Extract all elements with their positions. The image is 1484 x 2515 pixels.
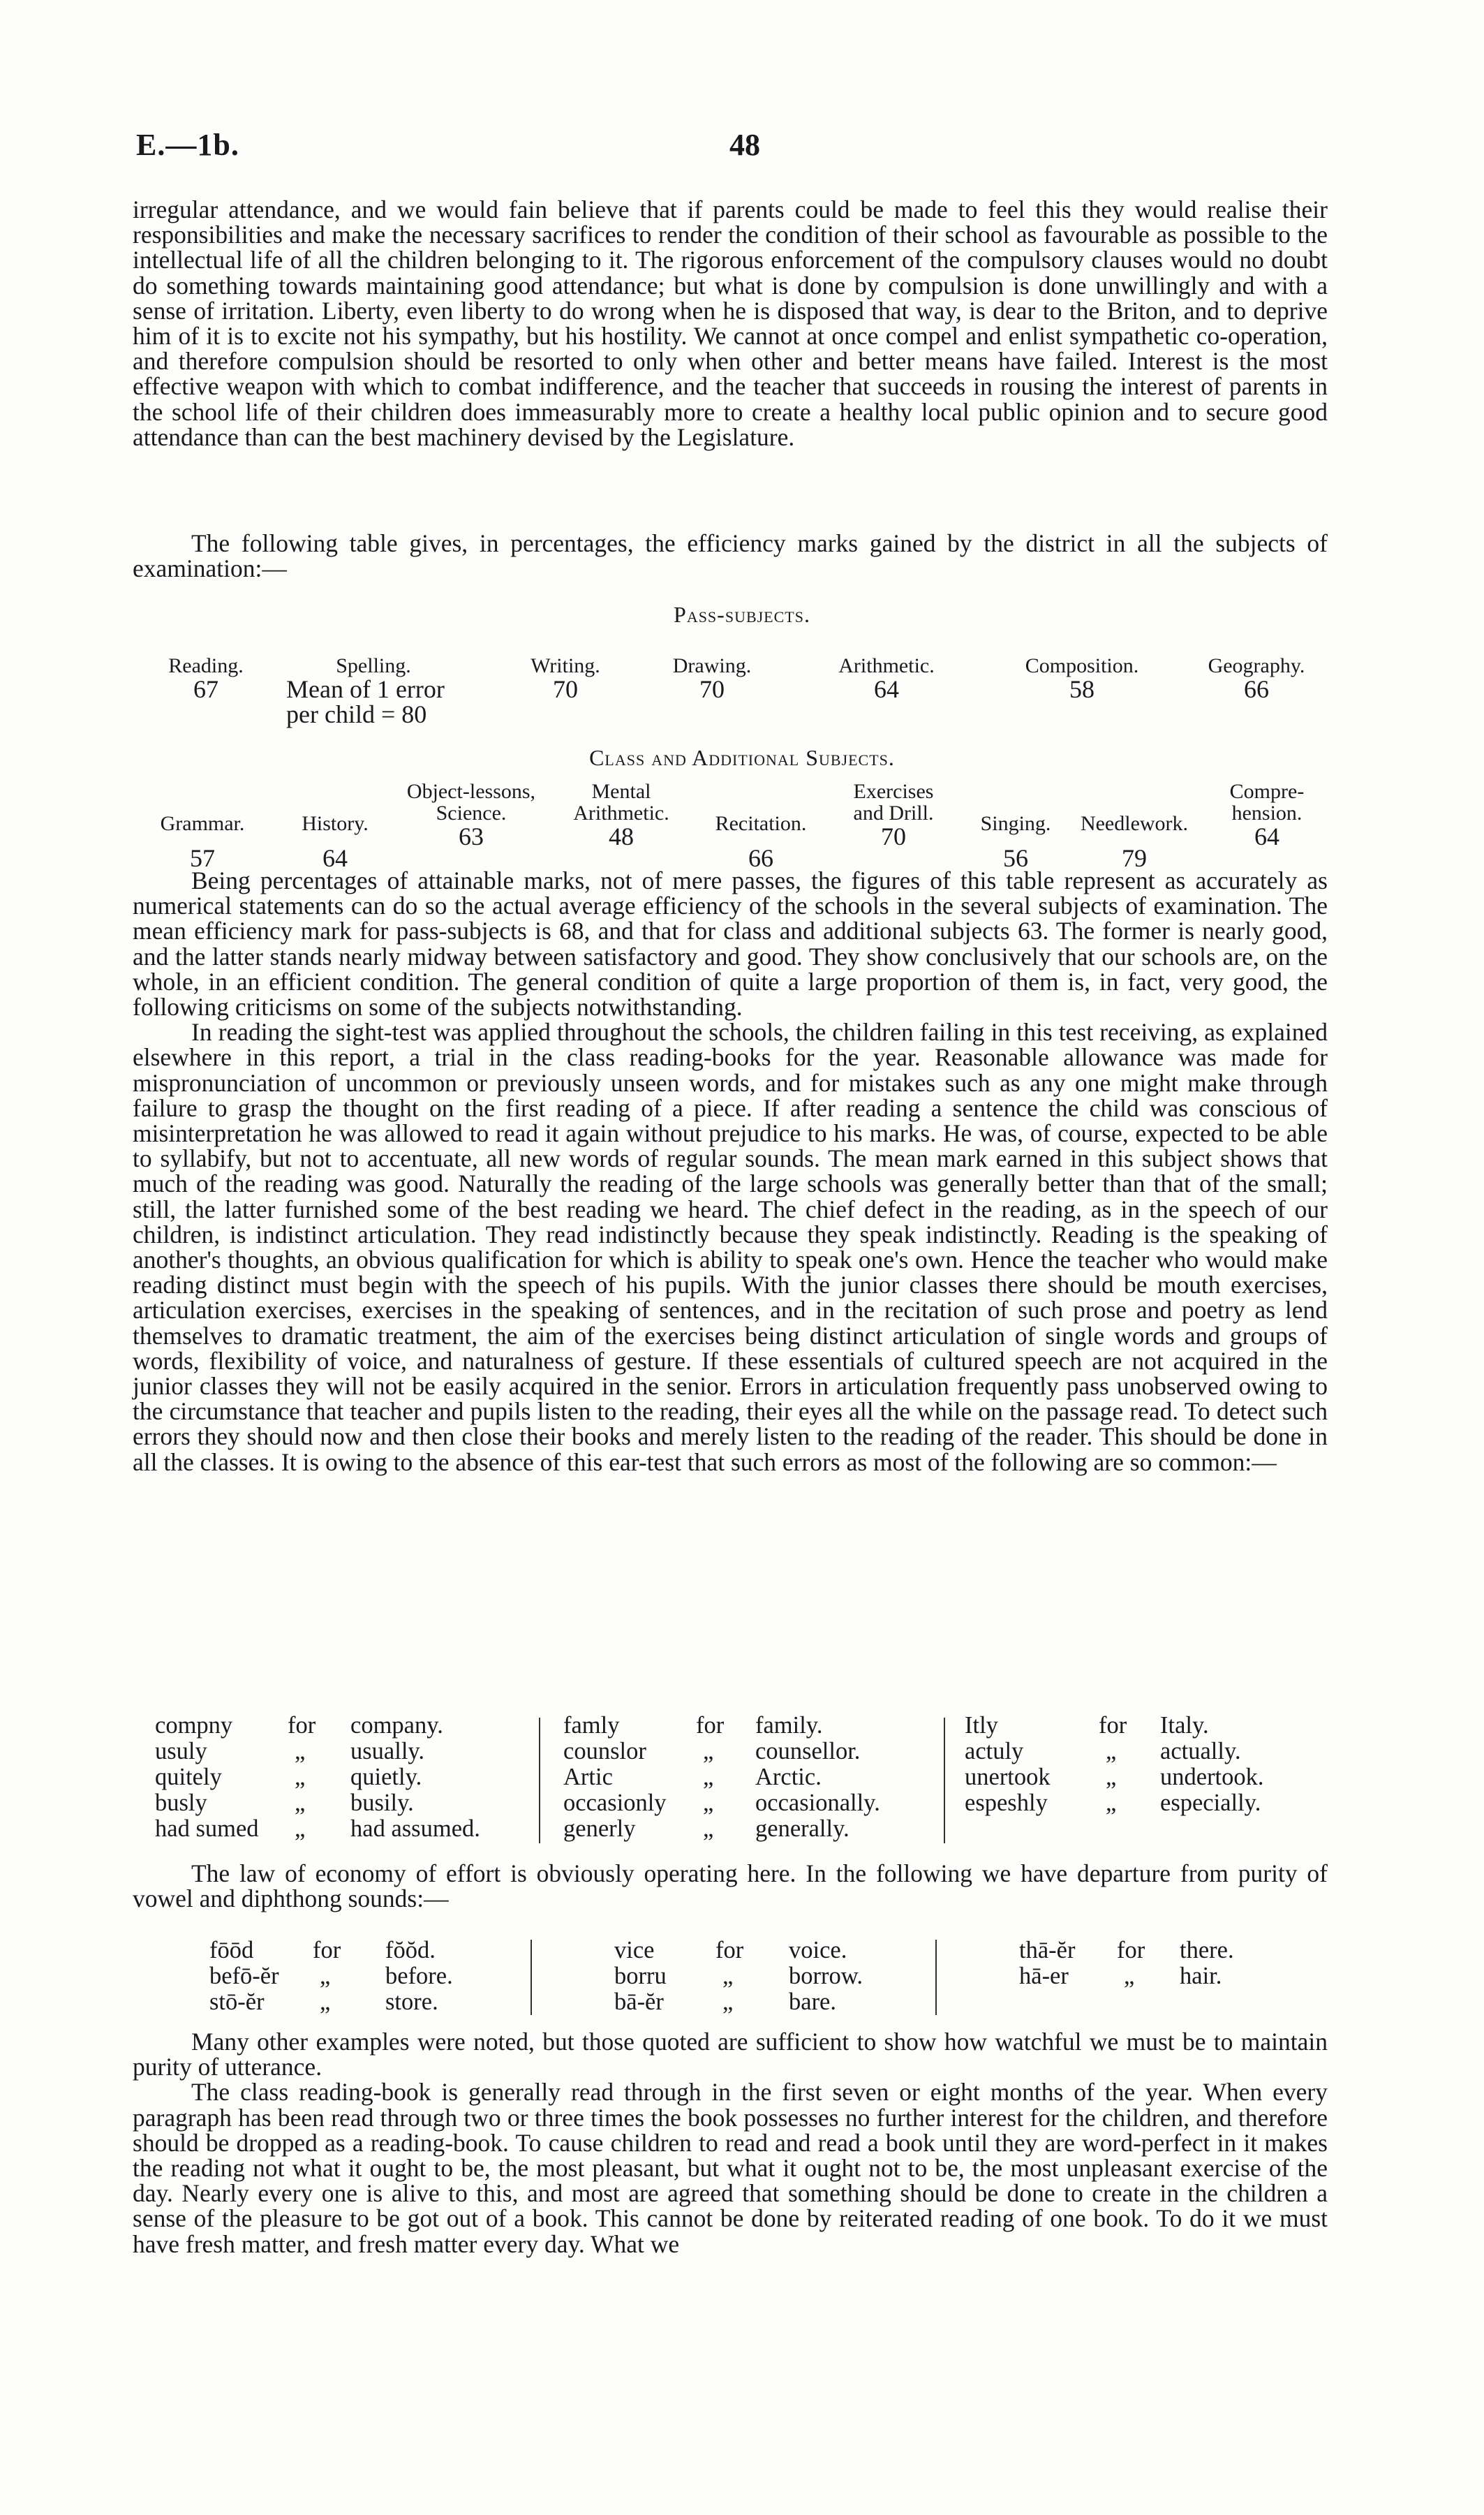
- column-header: Singing.: [980, 812, 1051, 835]
- column-value: 48: [609, 823, 634, 850]
- separator: „: [320, 1963, 331, 1989]
- correct-word: hair.: [1180, 1963, 1222, 1989]
- document-reference: E.—1b.: [136, 128, 239, 162]
- column-value: 66: [1244, 675, 1269, 703]
- column-header: History.: [302, 812, 369, 835]
- correct-word: borrow.: [789, 1963, 863, 1989]
- paragraph-final: [133, 2029, 1328, 2257]
- articulation-error-list: [155, 1712, 1342, 1852]
- pass-col-writing: [510, 655, 621, 702]
- wrong-word: generly: [563, 1815, 636, 1842]
- column-divider: [944, 1718, 945, 1843]
- column-value: 56: [1003, 844, 1028, 872]
- separator: for: [288, 1712, 316, 1739]
- separator: „: [703, 1790, 714, 1816]
- column-value: 63: [459, 823, 484, 850]
- wrong-word: had sumed: [155, 1815, 259, 1842]
- column-value: 64: [322, 844, 348, 872]
- wrong-word: famly: [563, 1712, 620, 1739]
- pass-col-reading: [154, 655, 258, 702]
- column-header: Spelling.: [336, 654, 411, 677]
- separator: for: [715, 1937, 744, 1963]
- paragraph-efficiency-text: Being percentages of attainable marks, not of mere passes, the figures of this table represent as accurately as numerical statements can do so the actual average efficiency of the schools in the several subjects of examination. The mean efficiency mark for pass-subjects is 68, and that for class and additional subjects 63. The former is nearly good, and the latter stands nearly midway between satisfactory and good. They show conclusively that our schools are, on the whole, in an efficient condition. The general condition of quite a large proportion of them is, in fact, very good, the following criticisms on some of the subjects notwithstanding.: [133, 866, 1328, 1022]
- pass-col-drawing: [653, 655, 771, 702]
- paragraph-reading-book: The class reading-book is generally read through in the first seven or eight months of the year. When every paragraph has been read through two or three times the book possesses no further interest for the children, and therefore should be dropped as a reading-book. To cause children to read and read a book until they are word-perfect in it makes the reading not what it ought to be, the most pleasant, but what it ought not to be, the most unpleasant exercise of the day. Nearly every one is alive to this, and most are agreed that something should be done to create in the children a sense of the pleasure to be got out of a book. This cannot be done by reiterated reading of one book. To do it we must have fresh matter, and fresh matter every day. What we: [133, 2078, 1328, 2258]
- paragraph-efficiency: [133, 868, 1328, 1475]
- correct-word: voice.: [789, 1937, 847, 1963]
- pass-col-geography: [1187, 655, 1326, 702]
- separator: „: [1124, 1963, 1135, 1989]
- separator: „: [295, 1738, 306, 1764]
- correct-word: usually.: [350, 1738, 425, 1764]
- column-header: Writing.: [530, 654, 600, 677]
- wrong-word: fōōd: [209, 1937, 254, 1963]
- separator: „: [295, 1815, 306, 1842]
- column-value-line-2: per child = 80: [286, 700, 427, 728]
- separator: „: [320, 1989, 331, 2015]
- wrong-word: actuly: [965, 1738, 1024, 1764]
- separator: for: [696, 1712, 725, 1739]
- column-value: 79: [1122, 844, 1147, 872]
- wrong-word: Artic: [563, 1764, 613, 1790]
- correct-word: before.: [385, 1963, 453, 1989]
- column-header: Drawing.: [672, 654, 752, 677]
- wrong-word: hā-er: [1019, 1963, 1069, 1989]
- separator: „: [703, 1815, 714, 1842]
- wrong-word: usuly: [155, 1738, 207, 1764]
- column-value: 70: [553, 675, 578, 703]
- wrong-word: espeshly: [965, 1790, 1048, 1816]
- column-header: Arithmetic.: [838, 654, 935, 677]
- column-header: Reading.: [168, 654, 244, 677]
- column-header-line-2: Science.: [436, 802, 507, 825]
- correct-word: counsellor.: [755, 1738, 861, 1764]
- column-value: 64: [1254, 823, 1279, 850]
- pass-subjects-caption: Pass-subjects.: [674, 602, 810, 627]
- class-subjects-caption: Class and Additional Subjects.: [589, 745, 895, 770]
- class-col-mental-arithmetic: [551, 781, 691, 849]
- separator: for: [1099, 1712, 1127, 1739]
- class-col-recitation: [698, 803, 824, 871]
- correct-word: Arctic.: [755, 1764, 822, 1790]
- separator: „: [1106, 1738, 1117, 1764]
- column-header: Recitation.: [715, 812, 807, 835]
- correct-word: undertook.: [1160, 1764, 1264, 1790]
- class-col-object-lessons: [391, 781, 551, 849]
- correct-word: occasionally.: [755, 1790, 880, 1816]
- correct-word: bare.: [789, 1989, 836, 2015]
- correct-word: fŏŏd.: [385, 1937, 436, 1963]
- paragraph-attendance: irregular attendance, and we would fain believe that if parents could be made to feel this they would realise their responsibilities and make the necessary sacrifices to render the condition of their school as favourable as possible to the intellectual life of all the children belonging to it. The rigorous enforcement of the compulsory clauses would no doubt do something towards maintaining good attendance; but what is done by compulsion is done unwillingly and with a sense of irritation. Liberty, even liberty to do wrong when he is disposed that way, is dear to the Briton, and to deprive him of it is to excite not his sympathy, but his hostility. We cannot at once compel and enlist sympathetic co-operation, and therefore compulsion should be resorted to only when other and better means have failed. Interest is the most effective weapon with which to combat indifference, and the teacher that succeeds in rousing the interest of parents in the school life of their children does immeasurably more to create a healthy local public opinion and to secure good attendance than can the best machinery devised by the Legislature.: [133, 196, 1328, 451]
- column-header: Grammar.: [160, 812, 245, 835]
- separator: „: [295, 1790, 306, 1816]
- separator: „: [1106, 1790, 1117, 1816]
- correct-word: generally.: [755, 1815, 849, 1842]
- class-col-history: [283, 803, 387, 871]
- column-header: Mental: [591, 780, 651, 803]
- wrong-word: vice: [614, 1937, 655, 1963]
- column-header-line-2: and Drill.: [853, 802, 934, 825]
- separator: for: [313, 1937, 341, 1963]
- separator: for: [1117, 1937, 1145, 1963]
- column-value: 67: [193, 675, 218, 703]
- correct-word: Italy.: [1160, 1712, 1209, 1739]
- wrong-word: occasionly: [563, 1790, 667, 1816]
- separator: „: [703, 1738, 714, 1764]
- wrong-word: compny: [155, 1712, 233, 1739]
- class-col-needlework: [1064, 803, 1204, 871]
- column-header: Needlework.: [1080, 812, 1189, 835]
- pass-col-arithmetic: [810, 655, 963, 702]
- column-header: Exercises: [853, 780, 934, 803]
- vowel-error-list: [209, 1937, 1340, 2021]
- class-col-singing: [970, 803, 1061, 871]
- wrong-word: quitely: [155, 1764, 222, 1790]
- correct-word: company.: [350, 1712, 443, 1739]
- correct-word: had assumed.: [350, 1815, 480, 1842]
- separator: „: [722, 1989, 734, 2015]
- column-value: 57: [190, 844, 215, 872]
- paragraph-watchful: Many other examples were noted, but those quoted are sufficient to show how watchful we must be to maintain purity of utterance.: [133, 2028, 1328, 2081]
- page-header: [136, 127, 1330, 169]
- correct-word: there.: [1180, 1937, 1234, 1963]
- column-value: 66: [748, 844, 773, 872]
- paragraph-reading: In reading the sight-test was applied throughout the schools, the children failing in this test receiving, as explained elsewhere in this report, a trial in the class reading-books for the year. Reasonable allowance was made for mispronunciation of uncommon or previously unseen words, and for mistakes such as any one might make through failure to grasp the thought on the first reading of a piece. If after reading a sentence the child was conscious of misinterpretation he was allowed to read it again without prejudice to his marks. He was, of course, expected to be able to syllabify, but not to accentuate, all new words of regular sounds. The mean mark earned in this subject shows that much of the reading was good. Naturally the reading of the large schools was generally better than that of the small; still, the latter furnished some of the best reading we heard. The chief defect in the reading, as in the speech of our children, is indistinct articulation. They read indistinctly because they speak indistinctly. Reading is the speaking of another's thoughts, an obvious qualification for which is ability to speak one's own. Hence the teacher who would make reading distinct must begin with the speech of his pupils. With the junior classes there should be mouth exercises, articulation exercises, exercises in the speaking of sentences, and in the recitation of such prose and poetry as lend themselves to dramatic treatment, the aim of the exercises being distinct articulation of single words and groups of words, flexibility of voice, and naturalness of gesture. If these essentials of cultured speech are not acquired in the junior classes they will not be easily acquired in the senior. Errors in articulation frequently pass unobserved owing to the circumstance that teacher and pupils listen to the reading, their eyes all the while on the passage read. To detect such errors they should now and then close their books and merely listen to the reading of the reader. This should be done in all the classes. It is owing to the absence of this ear-test that such errors as most of the following are so common:—: [133, 1018, 1328, 1476]
- column-divider: [530, 1940, 532, 2015]
- correct-word: actually.: [1160, 1738, 1241, 1764]
- pass-col-composition: [998, 655, 1166, 702]
- column-header: Compre-: [1229, 780, 1305, 803]
- class-col-comprehension: [1211, 781, 1323, 849]
- wrong-word: befō-ĕr: [209, 1963, 279, 1989]
- column-header: Object-lessons,: [406, 780, 536, 803]
- correct-word: family.: [755, 1712, 823, 1739]
- wrong-word: Itly: [965, 1712, 998, 1739]
- correct-word: busily.: [350, 1790, 414, 1816]
- column-value: 64: [874, 675, 899, 703]
- class-col-exercises-drill: [834, 781, 953, 849]
- correct-word: quietly.: [350, 1764, 422, 1790]
- wrong-word: borru: [614, 1963, 667, 1989]
- column-value: 58: [1069, 675, 1095, 703]
- column-header: Geography.: [1208, 654, 1305, 677]
- wrong-word: bā-ĕr: [614, 1989, 664, 2015]
- page-number: 48: [729, 128, 760, 162]
- column-divider: [935, 1940, 937, 2015]
- separator: „: [295, 1764, 306, 1790]
- column-value: 70: [881, 823, 906, 850]
- column-header-line-2: Arithmetic.: [573, 802, 669, 825]
- correct-word: store.: [385, 1989, 438, 2015]
- column-header-line-2: hension.: [1231, 802, 1303, 825]
- pass-col-spelling: [272, 655, 475, 727]
- column-header: Composition.: [1025, 654, 1139, 677]
- wrong-word: counslor: [563, 1738, 646, 1764]
- paragraph-economy-text: The law of economy of effort is obviously operating here. In the following we have departure from purity of vowel and diphthong sounds:—: [133, 1859, 1328, 1913]
- wrong-word: stō-ĕr: [209, 1989, 265, 2015]
- column-value: 70: [699, 675, 725, 703]
- wrong-word: busly: [155, 1790, 207, 1816]
- paragraph-economy: [133, 1861, 1328, 1911]
- separator: „: [703, 1764, 714, 1790]
- class-col-grammar: [143, 803, 262, 871]
- paragraph-table-intro: The following table gives, in percentages, the efficiency marks gained by the district in all the subjects of examination:—: [133, 529, 1328, 583]
- correct-word: especially.: [1160, 1790, 1261, 1816]
- column-value: Mean of 1 error: [286, 675, 445, 703]
- separator: „: [722, 1963, 734, 1989]
- wrong-word: thā-ĕr: [1019, 1937, 1076, 1963]
- column-divider: [539, 1718, 540, 1843]
- wrong-word: unertook: [965, 1764, 1051, 1790]
- separator: „: [1106, 1764, 1117, 1790]
